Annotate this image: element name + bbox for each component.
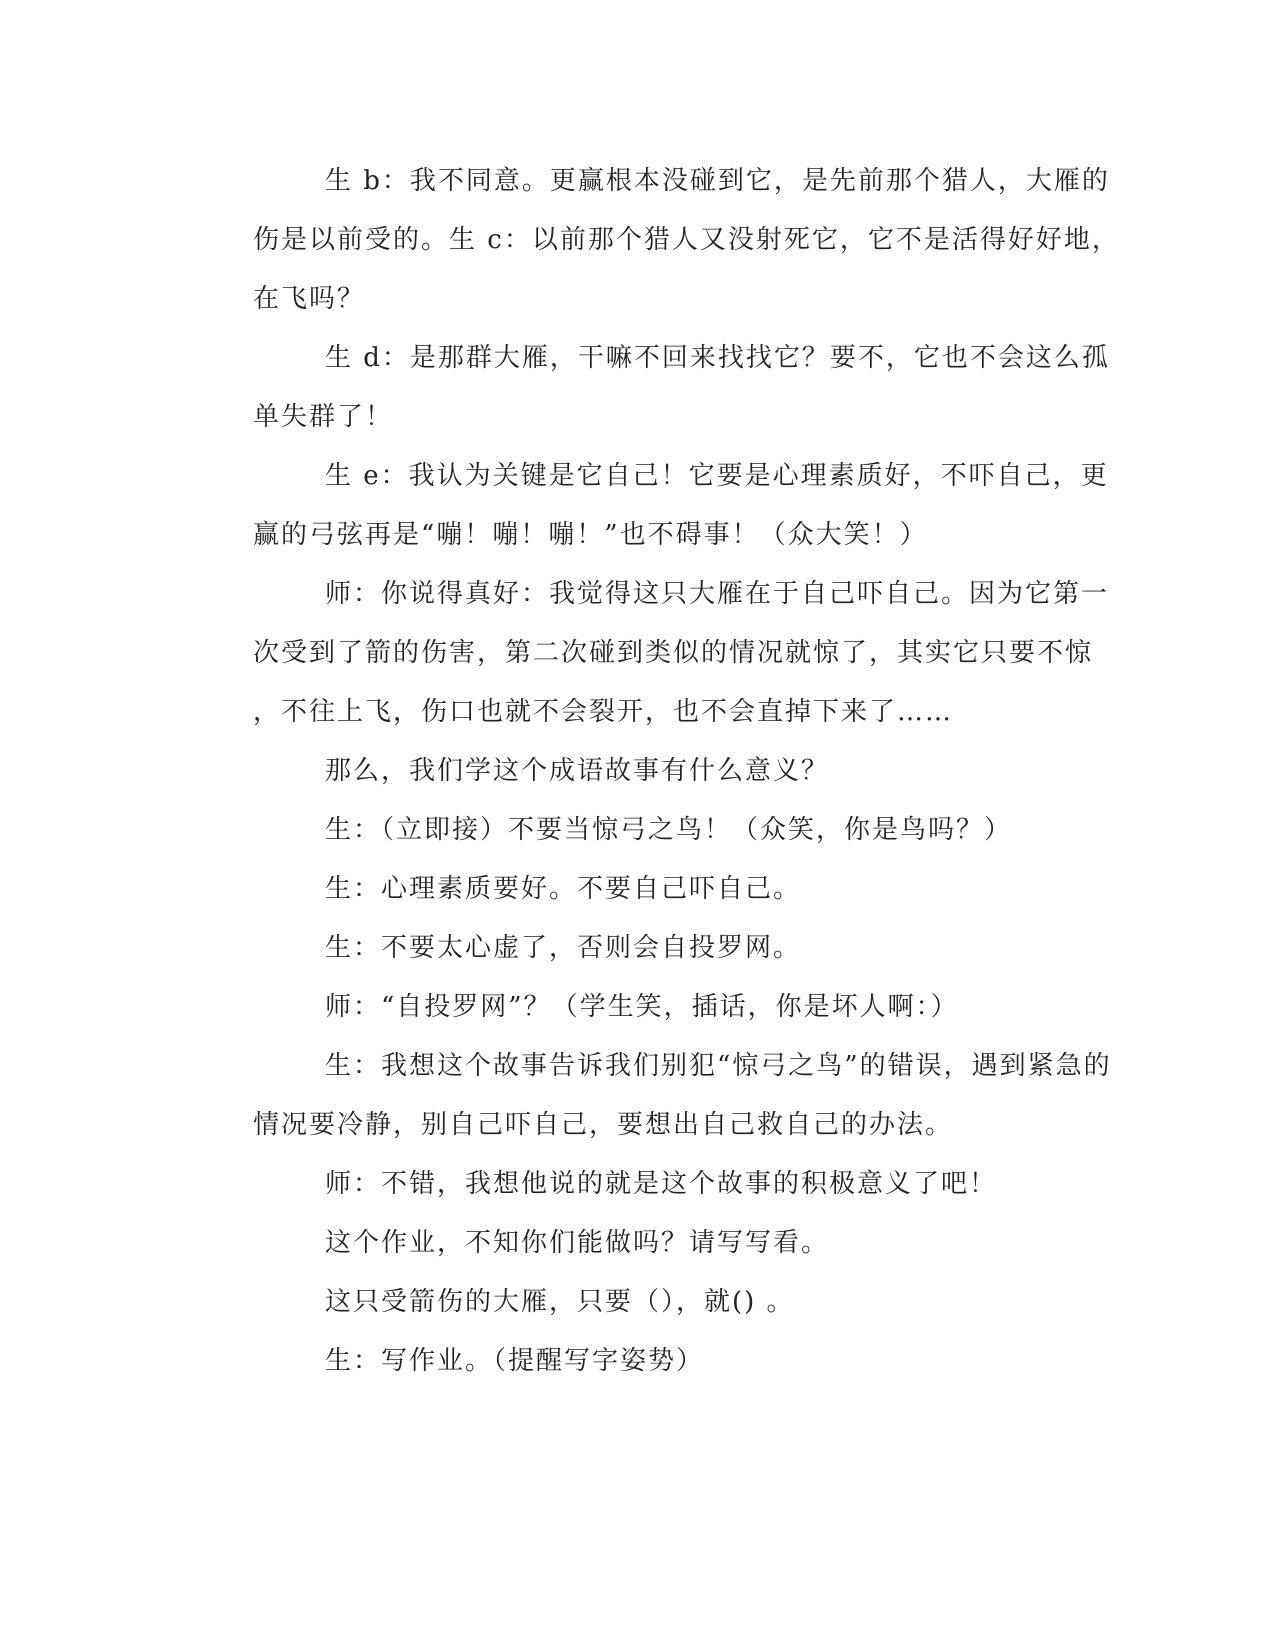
text-line: 师：不错，我想他说的就是这个故事的积极意义了吧！ [325, 1169, 998, 1199]
paragraph [181, 860, 1031, 919]
paragraph [181, 447, 1109, 565]
text-line: 生 e：我认为关键是它自己！它要是心理素质好，不吓自己，更 [325, 461, 1109, 491]
text-line: 生：不要太心虚了，否则会自投罗网。 [325, 933, 802, 963]
paragraph [181, 1273, 1031, 1332]
paragraph [181, 978, 1031, 1037]
paragraph [181, 1214, 1031, 1273]
text-line: 这个作业，不知你们能做吗？请写写看。 [325, 1228, 830, 1258]
document-body [181, 152, 1120, 1391]
paragraph [181, 919, 1031, 978]
text-line: 生 b：我不同意。更赢根本没碰到它，是先前那个猎人，大雁的 [325, 166, 1110, 196]
paragraph [181, 742, 1031, 801]
text-line: 生 d：是那群大雁，干嘛不回来找找它？要不，它也不会这么孤 [325, 343, 1110, 373]
text-line: 那么，我们学这个成语故事有什么意义？ [325, 756, 830, 786]
paragraph [181, 565, 1110, 742]
text-line: ，不往上飞，伤口也就不会裂开，也不会直掉下来了…… [253, 697, 954, 727]
text-line: 生：写作业。（提醒写字姿势） [325, 1346, 705, 1376]
text-line: 赢的弓弦再是“嘣！嘣！嘣！”也不碍事！（众大笑！） [253, 520, 928, 550]
text-line: 单失群了！ [253, 402, 394, 432]
paragraph [181, 1037, 1112, 1155]
text-line: 伤是以前受的。生 c：以前那个猎人又没射死它，它不是活得好好地， [253, 225, 1120, 255]
text-line: 在飞吗？ [253, 284, 366, 314]
text-line: 生：心理素质要好。不要自己吓自己。 [325, 874, 802, 904]
text-line: 师：你说得真好：我觉得这只大雁在于自己吓自己。因为它第一 [325, 579, 1110, 609]
text-line: 师：“自投罗网”？（学生笑，插话，你是坏人啊：） [325, 992, 959, 1022]
text-line: 生：（立即接）不要当惊弓之鸟！（众笑，你是鸟吗？） [325, 815, 1013, 845]
paragraph [181, 1332, 1031, 1391]
paragraph [181, 152, 1120, 329]
paragraph [181, 801, 1031, 860]
text-line: 这只受箭伤的大雁，只要（），就() 。 [325, 1287, 795, 1317]
text-line: 情况要冷静，别自己吓自己，要想出自己救自己的办法。 [253, 1110, 954, 1140]
paragraph [181, 329, 1110, 447]
paragraph [181, 1155, 1031, 1214]
text-line: 次受到了箭的伤害，第二次碰到类似的情况就惊了，其实它只要不惊 [253, 638, 1094, 668]
text-line: 生：我想这个故事告诉我们别犯“惊弓之鸟”的错误，遇到紧急的 [325, 1051, 1112, 1081]
